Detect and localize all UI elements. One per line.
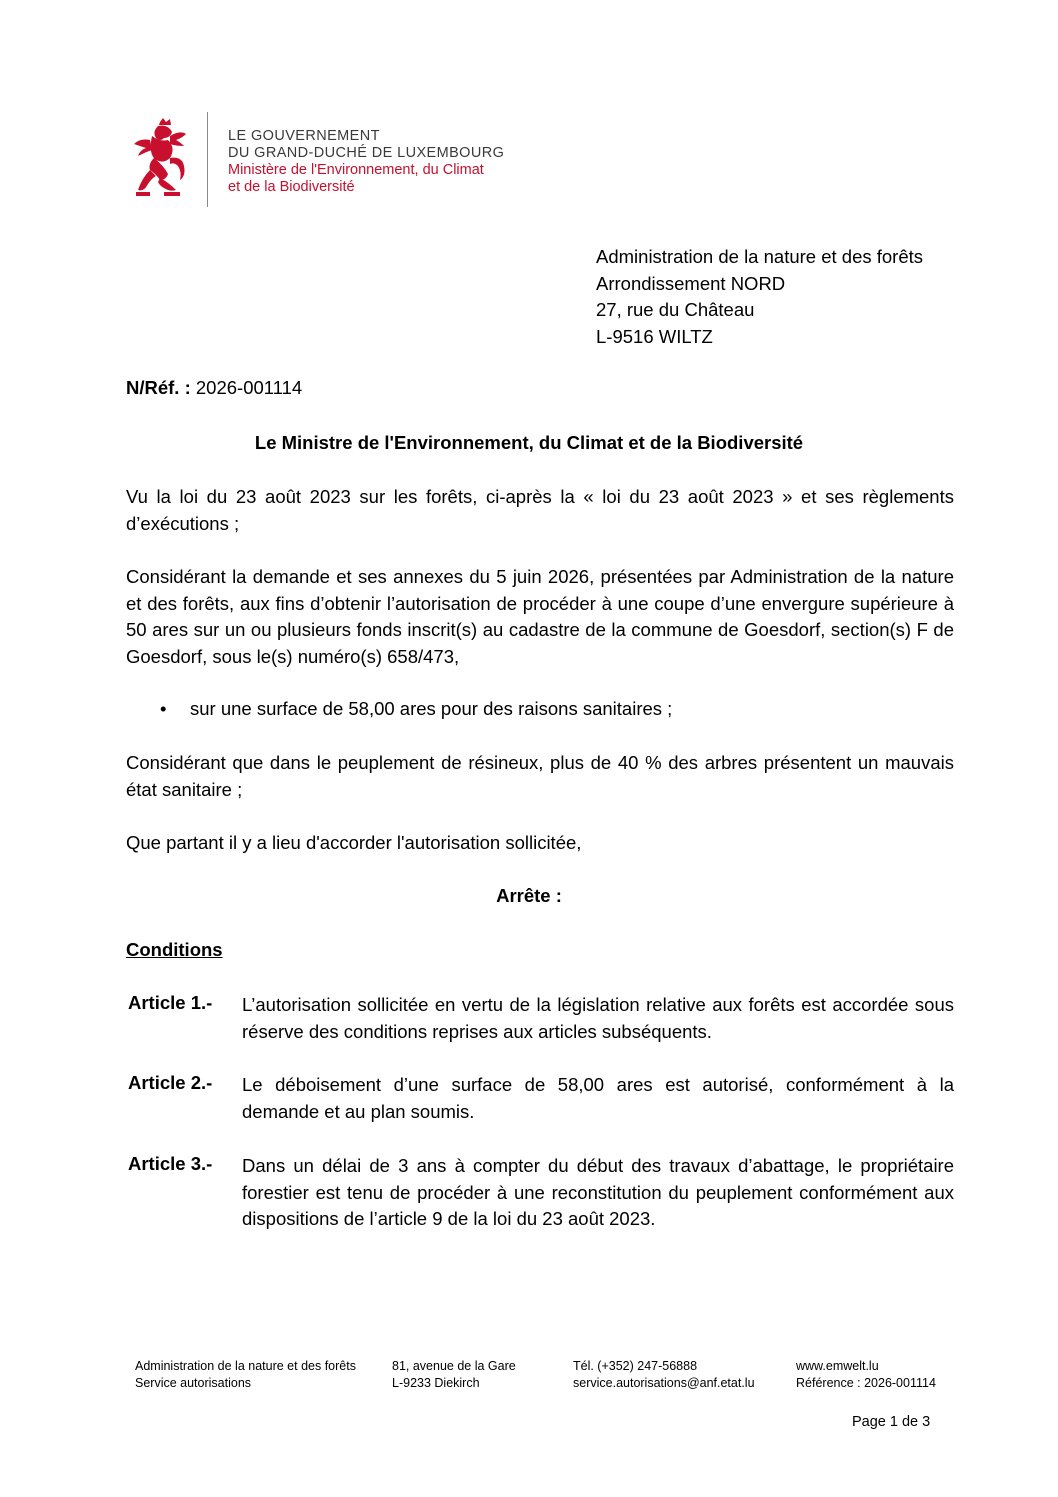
paragraph-vu: Vu la loi du 23 août 2023 sur les forêts, ci-après la « loi du 23 août 2023 » et ses règlements d’exécutions ; bbox=[126, 486, 954, 534]
ministry-line-1: Ministère de l'Environnement, du Climat bbox=[228, 162, 484, 178]
footer-address bbox=[392, 1358, 516, 1392]
reference-value: 2026-001114 bbox=[195, 377, 303, 398]
recipient-line-4: L-9516 WILTZ bbox=[596, 325, 713, 347]
conditions-heading: Conditions bbox=[126, 939, 223, 960]
bullet-item bbox=[160, 698, 672, 720]
government-heading bbox=[228, 128, 504, 196]
footer-email: service.autorisations@anf.etat.lu bbox=[573, 1376, 755, 1390]
article-1-label: Article 1.- bbox=[128, 992, 213, 1013]
footer-city: L-9233 Diekirch bbox=[392, 1376, 480, 1390]
article-3-text: Dans un délai de 3 ans à compter du début des travaux d’abattage, le propriétaire forestier est tenu de procéder à une reconstitution du peuplement conformément aux dispositions de l’article 9 de la loi du 23 août 2023. bbox=[242, 1155, 954, 1229]
recipient-line-1: Administration de la nature et des forêts bbox=[596, 246, 924, 267]
bullet-icon: • bbox=[160, 698, 167, 719]
footer-website: www.emwelt.lu bbox=[796, 1359, 879, 1373]
document-title: Le Ministre de l'Environnement, du Climat et de la Biodiversité bbox=[254, 432, 804, 453]
government-lion-logo bbox=[130, 118, 192, 198]
recipient-line-2: Arrondissement NORD bbox=[596, 272, 786, 294]
government-line-1: LE GOUVERNEMENT bbox=[228, 128, 380, 144]
paragraph-considerant-1: Considérant la demande et ses annexes du 5 juin 2026, présentées par Administration de la nature et des forêts, aux fins d’obtenir l’autorisation de procéder à une coupe d’une envergure supérieure à 50 ares sur un ou plusieurs fonds inscrit(s) au cadastre de la commune de Goesdorf, section(s) F de Goesdorf, sous le(s) numéro(s) 658/473, bbox=[126, 566, 954, 667]
reference-label: N/Réf. : bbox=[126, 377, 191, 398]
footer-street: 81, avenue de la Gare bbox=[392, 1359, 516, 1373]
article-3-label: Article 3.- bbox=[128, 1153, 213, 1174]
paragraph-que-partant: Que partant il y a lieu d'accorder l'autorisation sollicitée, bbox=[126, 832, 582, 853]
footer-web bbox=[796, 1358, 936, 1392]
header-divider bbox=[207, 112, 208, 207]
reference-line bbox=[126, 377, 302, 399]
article-2-text: Le déboisement d’une surface de 58,00 ares est autorisé, conformément à la demande et au plan soumis. bbox=[242, 1074, 954, 1122]
government-line-2: DU GRAND-DUCHÉ DE LUXEMBOURG bbox=[228, 145, 505, 161]
lion-icon bbox=[130, 118, 192, 198]
bullet-text: sur une surface de 58,00 ares pour des raisons sanitaires ; bbox=[190, 698, 673, 719]
recipient-address bbox=[596, 244, 923, 350]
article-1-text: L’autorisation sollicitée en vertu de la législation relative aux forêts est accordée sous réserve des conditions reprises aux articles subséquents. bbox=[242, 994, 954, 1042]
recipient-line-3: 27, rue du Château bbox=[596, 299, 755, 320]
paragraph-considerant-2: Considérant que dans le peuplement de résineux, plus de 40 % des arbres présentent un mauvais état sanitaire ; bbox=[126, 752, 954, 800]
footer-organisation bbox=[135, 1358, 356, 1392]
footer-org-name: Administration de la nature et des forêts bbox=[135, 1359, 356, 1373]
page-number: Page 1 de 3 bbox=[852, 1414, 931, 1430]
footer-reference: Référence : 2026-001114 bbox=[796, 1376, 936, 1390]
footer-org-service: Service autorisations bbox=[135, 1376, 252, 1390]
ministry-line-2: et de la Biodiversité bbox=[228, 179, 355, 195]
footer-phone: Tél. (+352) 247-56888 bbox=[573, 1359, 698, 1373]
arrete-heading: Arrête : bbox=[496, 885, 562, 906]
article-2-label: Article 2.- bbox=[128, 1072, 213, 1093]
footer-contact bbox=[573, 1358, 755, 1392]
